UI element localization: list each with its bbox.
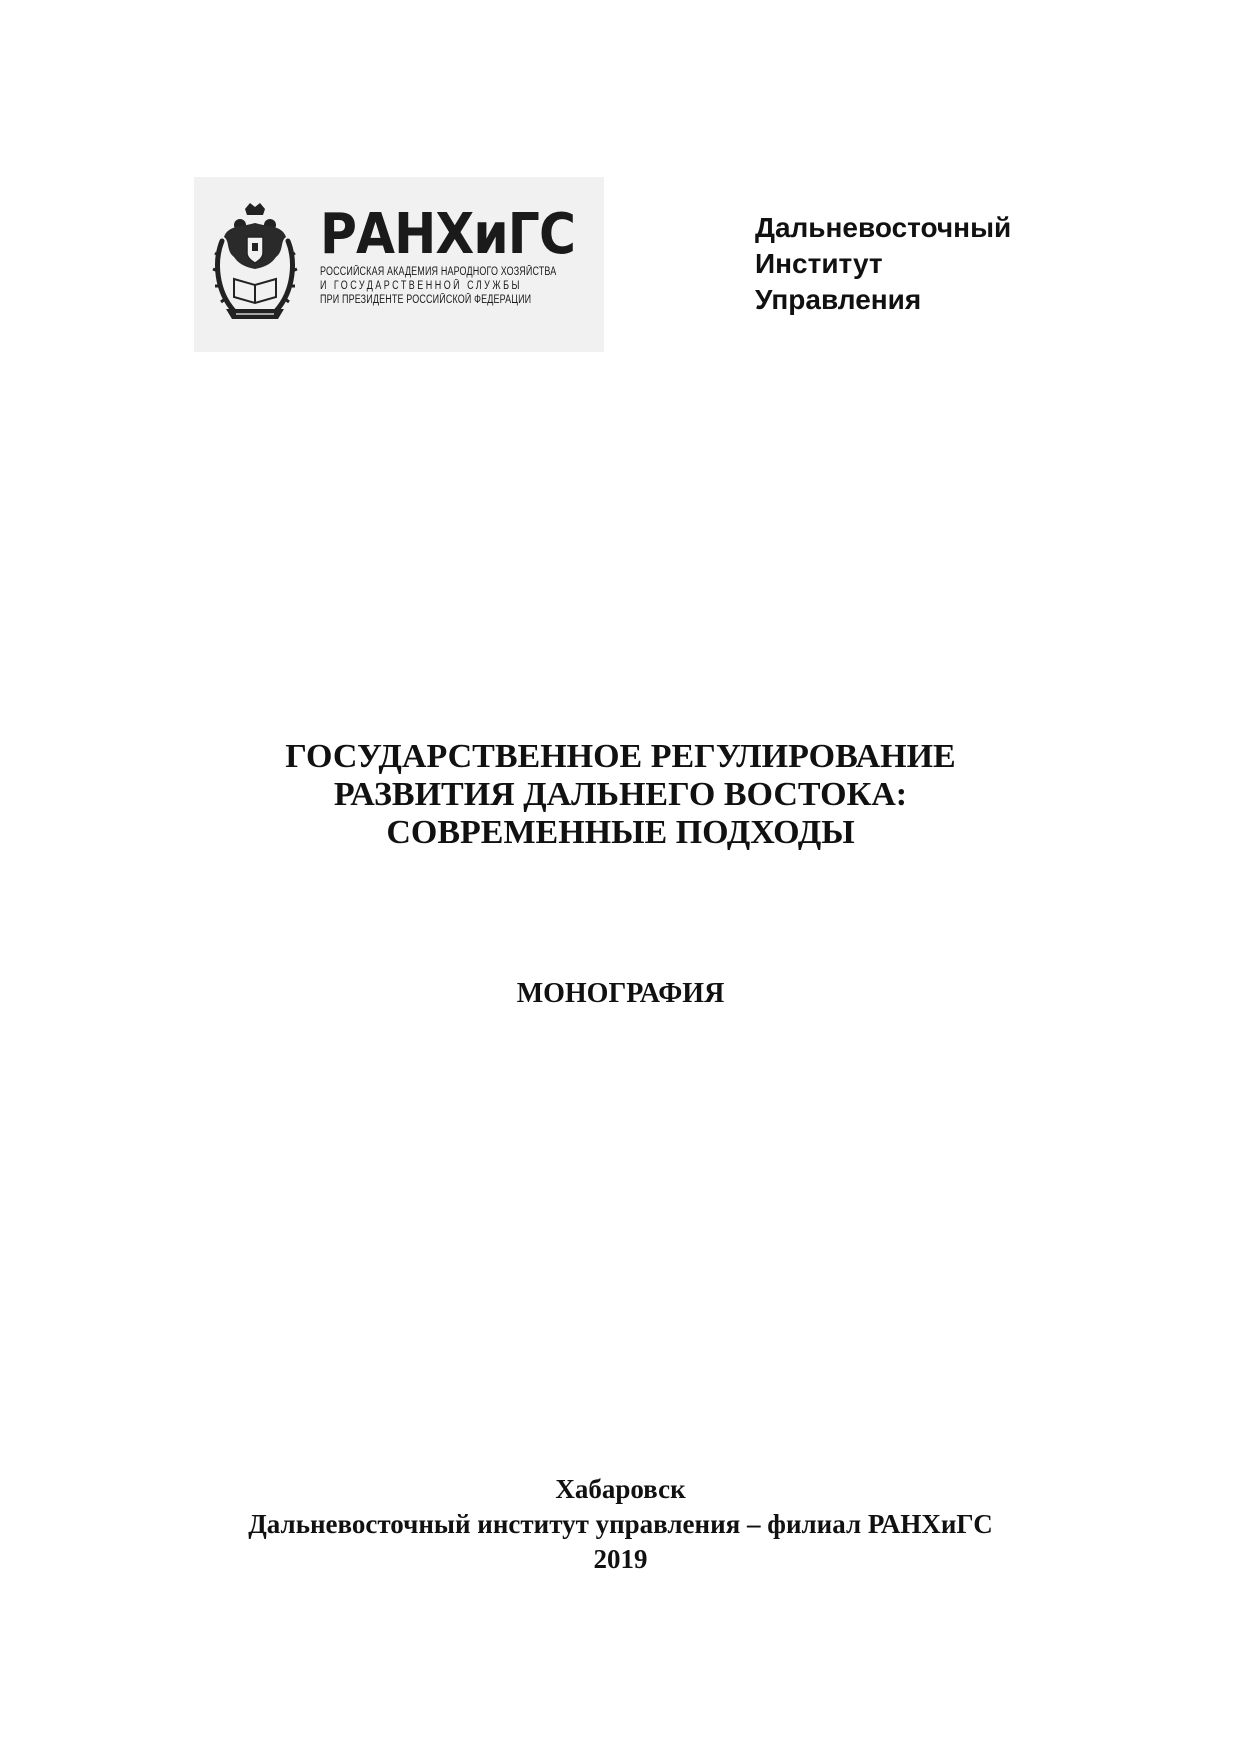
ranepa-logo [194,177,604,352]
logo-subtitle-line: ПРИ ПРЕЗИДЕНТЕ РОССИЙСКОЙ ФЕДЕРАЦИИ [320,294,532,306]
logo-name: РАНХиГС [320,202,576,267]
document-type: МОНОГРАФИЯ [516,978,725,1009]
institute-line: Институт [755,248,883,279]
institute-name [755,210,1011,318]
logo-subtitle-line: И ГОСУДАРСТВЕННОЙ СЛУЖБЫ [320,280,522,292]
title-line: ГОСУДАРСТВЕННОЕ РЕГУЛИРОВАНИЕ [285,738,956,775]
title-line: РАЗВИТИЯ ДАЛЬНЕГО ВОСТОКА: [333,776,908,813]
title-line: СОВРЕМЕННЫЕ ПОДХОДЫ [386,814,855,851]
logo-text-block [320,202,590,307]
imprint-year: 2019 [593,1544,648,1574]
imprint-city: Хабаровск [555,1474,686,1504]
institute-line: Управления [755,284,922,315]
imprint-publisher: Дальневосточный институт управления – филиал РАНХиГС [248,1509,993,1539]
logo-subtitle-line: РОССИЙСКАЯ АКАДЕМИЯ НАРОДНОГО ХОЗЯЙСТВА [320,266,557,278]
double-headed-eagle-emblem-icon [212,201,298,327]
institute-line: Дальневосточный [755,212,1012,243]
document-title [0,738,1241,852]
imprint [0,1472,1241,1577]
